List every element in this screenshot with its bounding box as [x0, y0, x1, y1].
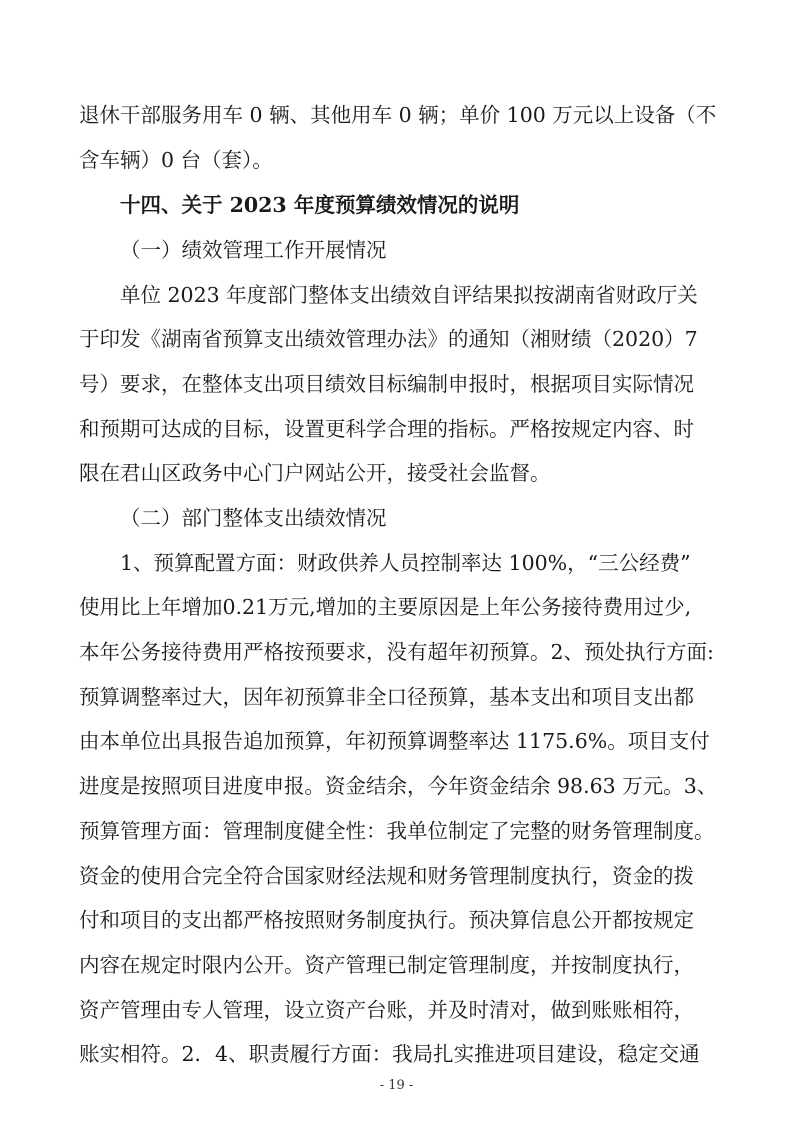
body-text-line: 使用比上年增加0.21万元,增加的主要原因是上年公务接待费用过少, [79, 595, 692, 619]
body-text-line: 预算管理方面：管理制度健全性：我单位制定了完整的财务管理制度。 [79, 819, 715, 843]
body-text-line: 本年公务接待费用严格按预要求，没有超年初预算。2、预处执行方面: [79, 640, 714, 664]
body-text-line: 内容在规定时限内公开。资产管理已制定管理制度，并按制度执行， [79, 953, 694, 977]
body-text-line: 限在君山区政务中心门户网站公开，接受社会监督。 [79, 461, 551, 485]
body-text-line: 1、预算配置方面：财政供养人员控制率达 100%，“三公经费” [120, 551, 691, 575]
body-text-line: 预算调整率过大，因年初预算非全口径预算，基本支出和项目支出都 [79, 685, 694, 709]
body-text-line: 于印发《湖南省预算支出绩效管理办法》的通知（湘财绩（2020）7 [79, 327, 698, 351]
body-text-line: 进度是按照项目进度申报。资金结余，今年资金结余 98.63 万元。3、 [79, 774, 718, 798]
page-number: - 19 - [379, 1078, 414, 1093]
subsection-heading: （一）绩效管理工作开展情况 [120, 238, 387, 262]
section-heading: 十四、关于 2023 年度预算绩效情况的说明 [120, 193, 520, 217]
body-text-line: 号）要求，在整体支出项目绩效目标编制申报时，根据项目实际情况 [79, 372, 694, 396]
body-text-line: 资金的使用合完全符合国家财经法规和财务管理制度执行，资金的拨 [79, 864, 694, 888]
body-text-line: 账实相符。2．4、职责履行方面：我局扎实推进项目建设，稳定交通 [79, 1042, 700, 1066]
body-text-line: 含车辆）0 台（套）。 [79, 148, 273, 172]
body-text-line: 资产管理由专人管理，设立资产台账，并及时清对，做到账账相符， [79, 998, 694, 1022]
body-text-line: 和预期可达成的目标，设置更科学合理的指标。严格按规定内容、时 [79, 417, 694, 441]
subsection-heading: （二）部门整体支出绩效情况 [120, 506, 387, 530]
body-text-line: 由本单位出具报告追加预算，年初预算调整率达 1175.6%。项目支付 [79, 729, 710, 753]
body-text-line: 付和项目的支出都严格按照财务制度执行。预决算信息公开都按规定 [79, 908, 694, 932]
body-text-line: 退休干部服务用车 0 辆、其他用车 0 辆；单价 100 万元以上设备（不 [79, 103, 717, 127]
body-text-line: 单位 2023 年度部门整体支出绩效自评结果拟按湖南省财政厅关 [120, 283, 698, 307]
